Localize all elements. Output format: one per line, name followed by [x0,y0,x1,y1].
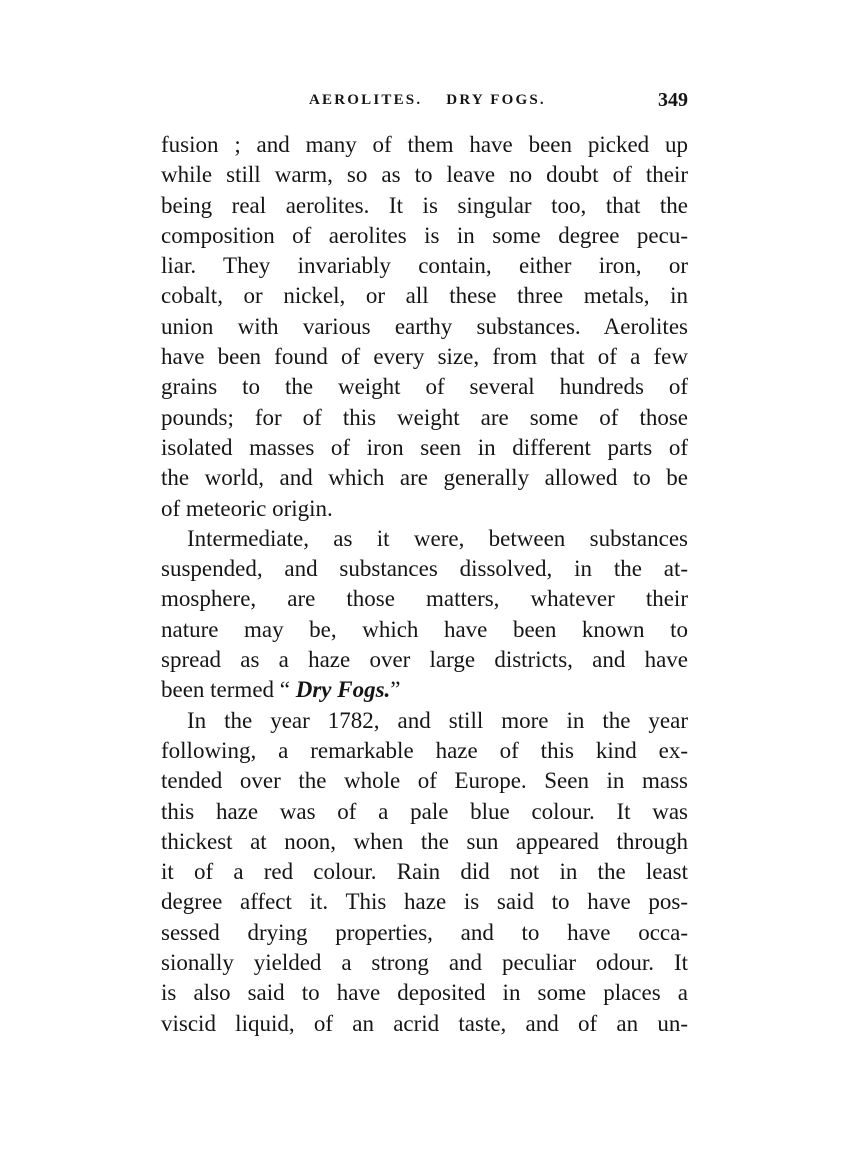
text-line: tended over the whole of Europe. Seen in mass [161,768,688,794]
text-line: cobalt, or nickel, or all these three metals, in [161,283,688,309]
text-line: grains to the weight of several hundreds of [161,374,688,400]
text-line: suspended, and substances dissolved, in the at- [161,556,688,582]
text-line: this haze was of a pale blue colour. It was [161,798,688,824]
running-header [160,89,690,116]
text-line: mosphere, are those matters, whatever their [161,586,688,612]
text-line: fusion ; and many of them have been picked up [161,132,688,157]
body-text [161,130,688,1039]
running-title [309,92,546,109]
quote-close: ” [390,677,401,703]
text-line: spread as a haze over large districts, and have [161,647,688,673]
running-title-right: DRY FOGS. [446,92,546,108]
text-line: thickest at noon, when the sun appeared through [161,828,688,854]
text-line: pounds; for of this weight are some of those [161,404,688,430]
text-line: being real aerolites. It is singular too, that the [161,192,688,218]
page-number: 349 [658,89,688,111]
text-line: isolated masses of iron seen in different parts of [161,434,688,460]
text-line: it of a red colour. Rain did not in the least [161,859,688,885]
quote-lead: been termed “ [161,677,296,703]
text-line: composition of aerolites is in some degree pecu- [161,222,688,248]
text-line: while still warm, so as to leave no doubt of their [161,162,688,188]
paragraph-start-line: In the year 1782, and still more in the year [187,707,688,733]
text-line: liar. They invariably contain, either iron, or [161,253,688,279]
text-line: following, a remarkable haze of this kind ex- [161,737,688,763]
paragraph-end-line: of meteoric origin. [161,495,333,521]
dry-fogs-term: Dry Fogs. [295,677,391,703]
text-line: viscid liquid, of an acrid taste, and of an un- [161,1010,688,1036]
text-line: union with various earthy substances. Aerolites [161,313,688,339]
text-line: nature may be, which have been known to [161,616,688,642]
text-line: degree affect it. This haze is said to have pos- [161,889,688,915]
text-line: is also said to have deposited in some places a [161,980,688,1006]
text-line: sionally yielded a strong and peculiar odour. It [161,950,688,976]
text-line: have been found of every size, from that of a few [161,344,688,370]
running-title-left: AEROLITES. [309,92,423,108]
paragraph-end-line [161,675,688,705]
text-line: the world, and which are generally allowed to be [161,465,688,491]
text-line: sessed drying properties, and to have occa- [161,919,688,945]
paragraph-start-line: Intermediate, as it were, between substances [187,525,688,551]
